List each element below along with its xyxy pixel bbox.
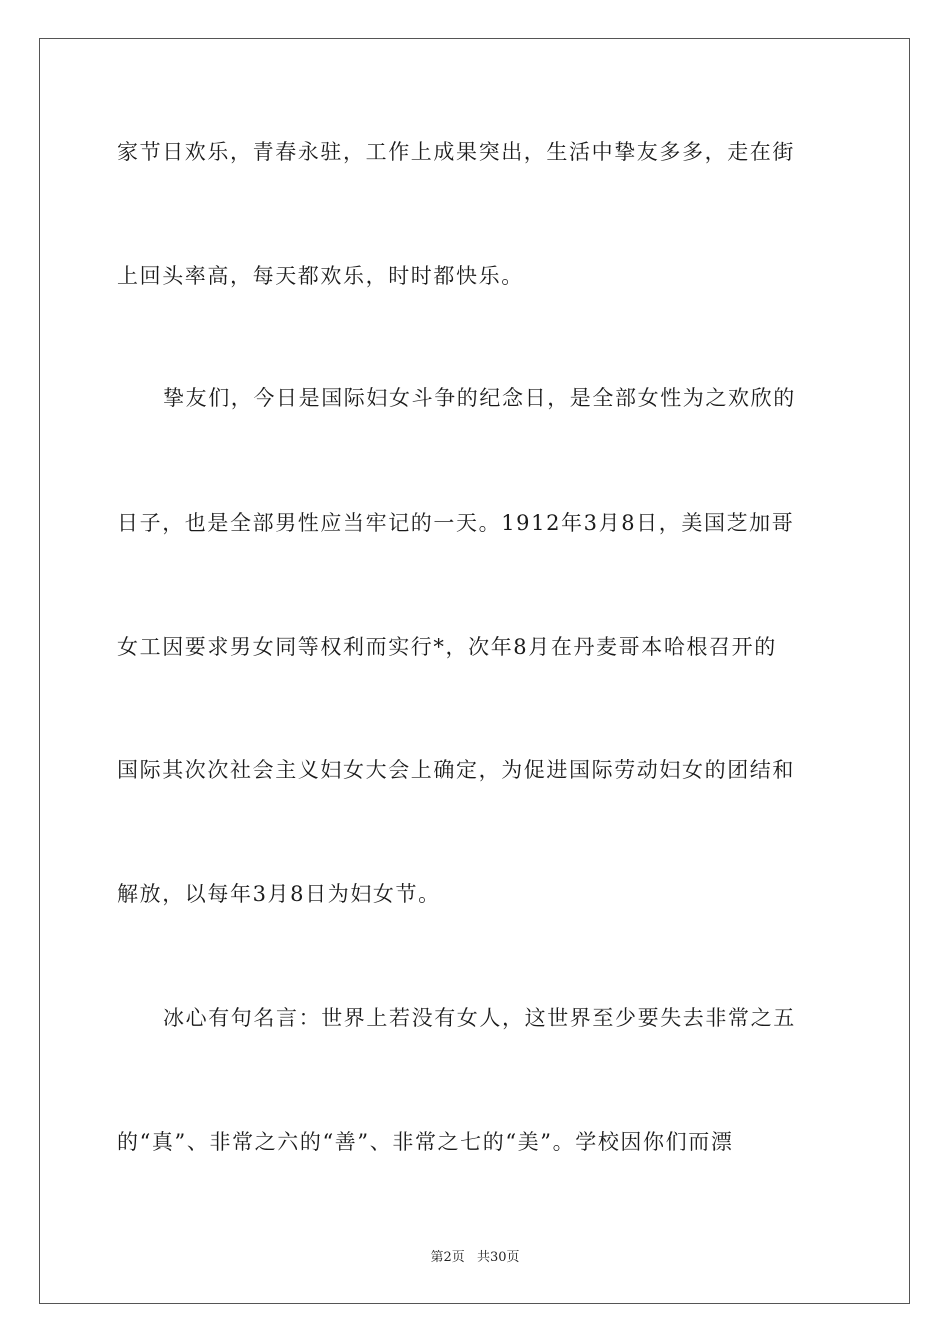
text-line-4: 日子，也是全部男性应当牢记的一天。1912年3月8日，美国芝加哥 [117, 511, 795, 535]
text-line-2: 上回头率高，每天都欢乐，时时都快乐。 [117, 264, 524, 288]
page-total: 共30页 [476, 1250, 520, 1265]
page-number: 第2页 [430, 1250, 465, 1265]
page-border [39, 38, 910, 1304]
text-line-9: 的“真”、非常之六的“善”、非常之七的“美”。学校因你们而漂 [117, 1130, 734, 1154]
text-line-3: 挚友们，今日是国际妇女斗争的纪念日，是全部女性为之欢欣的 [163, 386, 796, 410]
text-line-1: 家节日欢乐，青春永驻，工作上成果突出，生活中挚友多多，走在街 [117, 140, 795, 164]
page-footer [0, 1246, 950, 1265]
text-line-7: 解放，以每年3月8日为妇女节。 [117, 882, 441, 906]
text-line-6: 国际其次次社会主义妇女大会上确定，为促进国际劳动妇女的团结和 [117, 758, 795, 782]
text-line-8: 冰心有句名言：世界上若没有女人，这世界至少要失去非常之五 [163, 1006, 796, 1030]
text-line-5: 女工因要求男女同等权利而实行*，次年8月在丹麦哥本哈根召开的 [117, 635, 777, 659]
